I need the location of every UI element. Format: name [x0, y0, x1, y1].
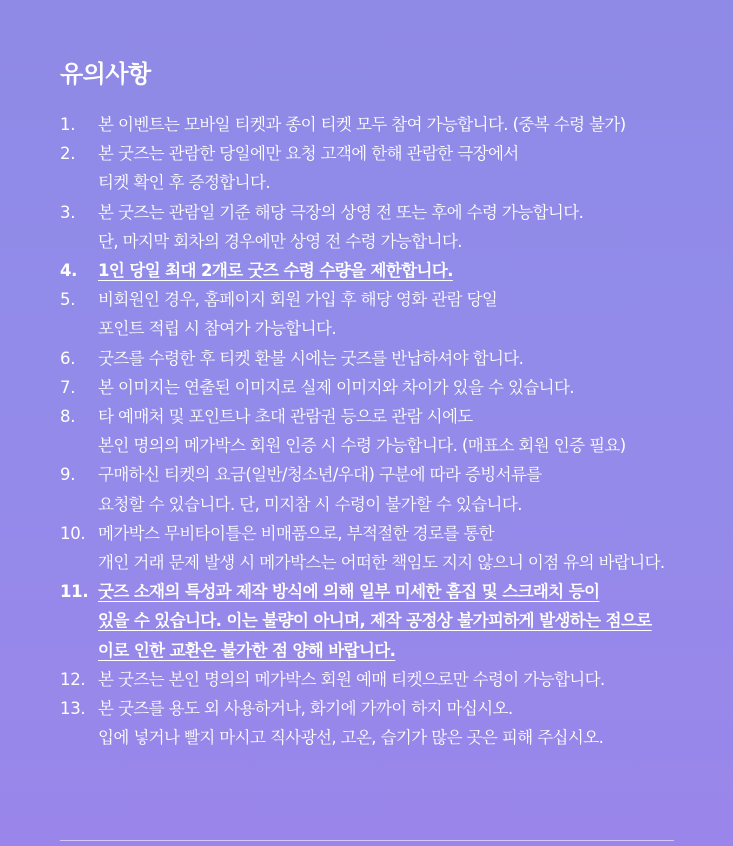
notice-item: [60, 198, 720, 256]
notice-number: 2.: [60, 144, 76, 164]
notice-text: [98, 139, 720, 197]
notice-text: [98, 285, 720, 343]
notice-number: 9.: [60, 465, 76, 485]
notice-text: [98, 402, 720, 460]
notice-line: 굿즈 소재의 특성과 제작 방식에 의해 일부 미세한 흠집 및 스크래치 등이: [98, 582, 600, 602]
notice-number: 3.: [60, 202, 76, 222]
notice-line: 단, 마지막 회차의 경우에만 상영 전 수령 가능합니다.: [98, 231, 462, 251]
notice-item: [60, 577, 720, 665]
notice-text: [98, 460, 720, 518]
notice-number: 7.: [60, 377, 76, 397]
notice-line: 본 굿즈는 관람한 당일에만 요청 고객에 한해 관람한 극장에서: [98, 144, 519, 164]
notice-text: [98, 694, 720, 752]
notice-item: [60, 256, 720, 285]
notice-item: [60, 139, 720, 197]
notice-line: 본인 명의의 메가박스 회원 인증 시 수령 가능합니다. (매표소 회원 인증 필요): [98, 436, 626, 456]
notice-item: [60, 344, 720, 373]
notice-list: [60, 110, 720, 752]
notice-line: 타 예매처 및 포인트나 초대 관람권 등으로 관람 시에도: [98, 407, 473, 427]
notice-line: 본 이벤트는 모바일 티켓과 종이 티켓 모두 참여 가능합니다. (중복 수령 불가): [98, 115, 626, 134]
notice-line: 입에 넣거나 빨지 마시고 직사광선, 고온, 습기가 많은 곳은 피해 주십시오.: [98, 728, 604, 748]
notice-text: [98, 344, 720, 373]
notice-number: 5.: [60, 290, 76, 310]
notice-number: 13.: [60, 699, 86, 719]
notice-item: [60, 694, 720, 752]
notice-line: 본 굿즈는 관람일 기준 해당 극장의 상영 전 또는 후에 수령 가능합니다.: [98, 202, 584, 222]
notice-number: 11.: [60, 582, 89, 602]
notice-item: [60, 665, 720, 694]
notice-number: 4.: [60, 261, 78, 281]
notice-number: 12.: [60, 669, 86, 689]
notice-line: 티켓 확인 후 증정합니다.: [98, 173, 270, 193]
notice-line: 요청할 수 있습니다. 단, 미지참 시 수령이 불가할 수 있습니다.: [98, 494, 522, 514]
notice-line: 포인트 적립 시 참여가 가능합니다.: [98, 319, 336, 339]
notice-line: 이로 인한 교환은 불가한 점 양해 바랍니다.: [98, 640, 396, 660]
notice-text: [98, 519, 720, 577]
notice-text: [98, 665, 720, 694]
notice-item: [60, 285, 720, 343]
notice-number: 10.: [60, 523, 86, 543]
notice-line: 구매하신 티켓의 요금(일반/청소년/우대) 구분에 따라 증빙서류를: [98, 465, 542, 485]
page-title: 유의사항: [60, 60, 151, 88]
notice-line: 1인 당일 최대 2개로 굿즈 수령 수량을 제한합니다.: [98, 261, 453, 281]
notice-line: 있을 수 있습니다. 이는 불량이 아니며, 제작 공정상 불가피하게 발생하는 점으로: [98, 611, 652, 631]
notice-text: [98, 198, 720, 256]
notice-line: 본 이미지는 연출된 이미지로 실제 이미지와 차이가 있을 수 있습니다.: [98, 377, 574, 397]
notice-number: 1.: [60, 115, 76, 134]
notice-line: 본 굿즈는 본인 명의의 메가박스 회원 예매 티켓으로만 수령이 가능합니다.: [98, 669, 605, 689]
notice-item: [60, 110, 720, 139]
divider: [60, 840, 674, 841]
notice-line: 개인 거래 문제 발생 시 메가박스는 어떠한 책임도 지지 않으니 이점 유의 바랍니다.: [98, 553, 665, 573]
notice-line: 본 굿즈를 용도 외 사용하거나, 화기에 가까이 하지 마십시오.: [98, 699, 513, 719]
notice-text: [98, 256, 720, 285]
notice-line: 비회원인 경우, 홈페이지 회원 가입 후 해당 영화 관람 당일: [98, 290, 498, 310]
notice-item: [60, 373, 720, 402]
notice-item: [60, 519, 720, 577]
notice-number: 6.: [60, 348, 76, 368]
notice-item: [60, 402, 720, 460]
notice-number: 8.: [60, 407, 76, 427]
notice-text: [98, 373, 720, 402]
notice-text: [98, 577, 720, 665]
notice-text: [98, 110, 720, 139]
notice-line: 메가박스 무비타이틀은 비매품으로, 부적절한 경로를 통한: [98, 523, 495, 543]
notice-line: 굿즈를 수령한 후 티켓 환불 시에는 굿즈를 반납하셔야 합니다.: [98, 348, 524, 368]
notice-item: [60, 460, 720, 518]
